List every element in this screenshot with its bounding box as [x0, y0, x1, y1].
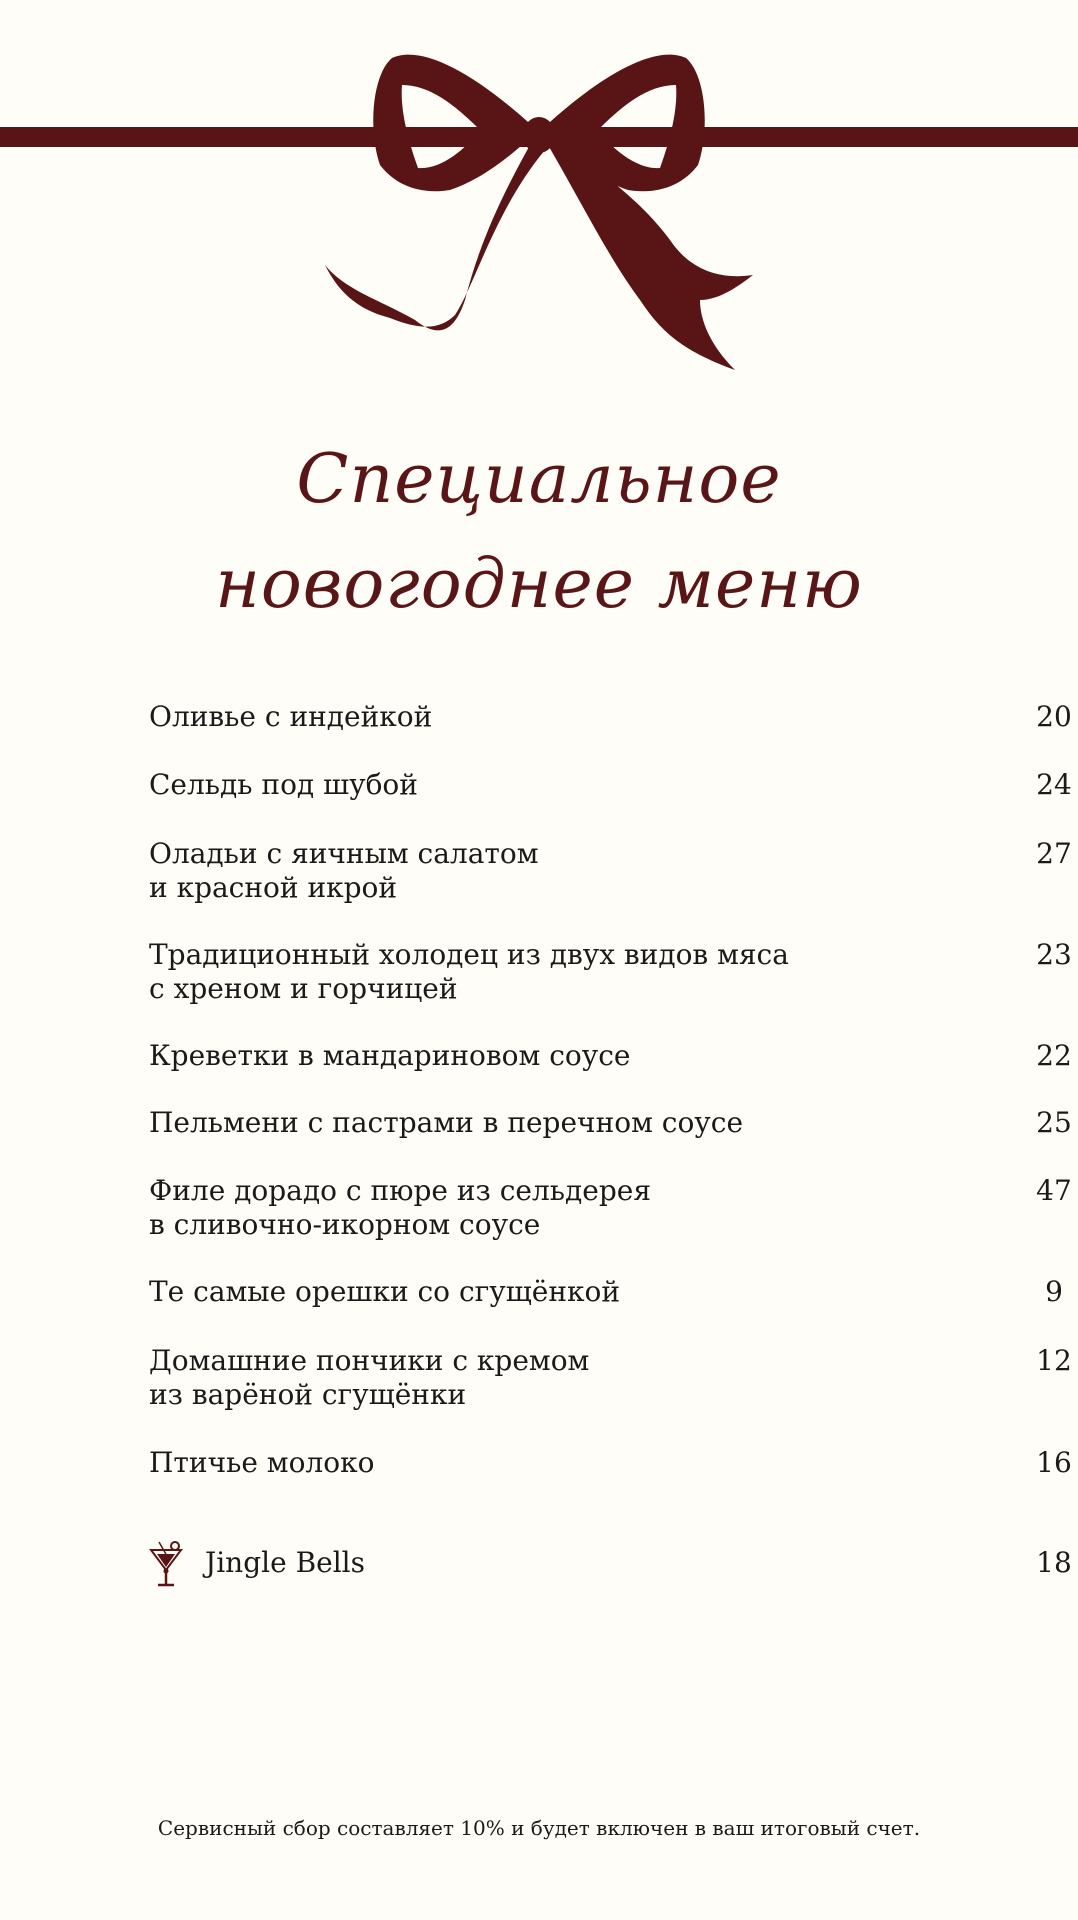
menu-item-name: Домашние пончики с кремом из варёной сгущёнки [149, 1344, 590, 1411]
bow-icon [0, 0, 1078, 380]
menu-item-name: Оладьи с яичным салатом и красной икрой [149, 837, 539, 904]
menu-item-price: 20 [1036, 700, 1072, 733]
menu-item-name: Филе дорадо с пюре из сельдерея в сливочно-икорном соусе [149, 1174, 651, 1241]
menu-item-name: Креветки в мандариновом соусе [149, 1039, 631, 1072]
cocktail-price: 18 [1036, 1546, 1072, 1579]
cocktail-name: Jingle Bells [205, 1546, 365, 1579]
menu-item-name: Пельмени с пастрами в перечном соусе [149, 1106, 744, 1139]
menu-item-price: 27 [1036, 837, 1072, 870]
menu-item-price: 47 [1036, 1174, 1072, 1207]
menu-item-price: 23 [1036, 938, 1072, 971]
menu-item-price: 16 [1036, 1446, 1072, 1479]
cocktail-glass-icon [149, 1540, 183, 1590]
title-line-2: новогоднее меню [215, 545, 863, 624]
menu-item-name: Оливье с индейкой [149, 700, 433, 733]
menu-item-name: Те самые орешки со сгущёнкой [149, 1275, 621, 1308]
menu-item-price: 24 [1036, 768, 1072, 801]
service-charge-note: Сервисный сбор составляет 10% и будет включен в ваш итоговый счет. [157, 1816, 921, 1840]
menu-item-price: 22 [1036, 1039, 1072, 1072]
menu-item-name: Сельдь под шубой [149, 768, 418, 801]
menu-item-name: Птичье молоко [149, 1446, 375, 1479]
menu-item-price: 25 [1036, 1106, 1072, 1139]
menu-item-price: 9 [1045, 1275, 1063, 1308]
title-line-1: Специальное [296, 440, 782, 519]
menu-item-name: Традиционный холодец из двух видов мяса с хреном и горчицей [149, 938, 789, 1005]
menu-item-price: 12 [1036, 1344, 1072, 1377]
